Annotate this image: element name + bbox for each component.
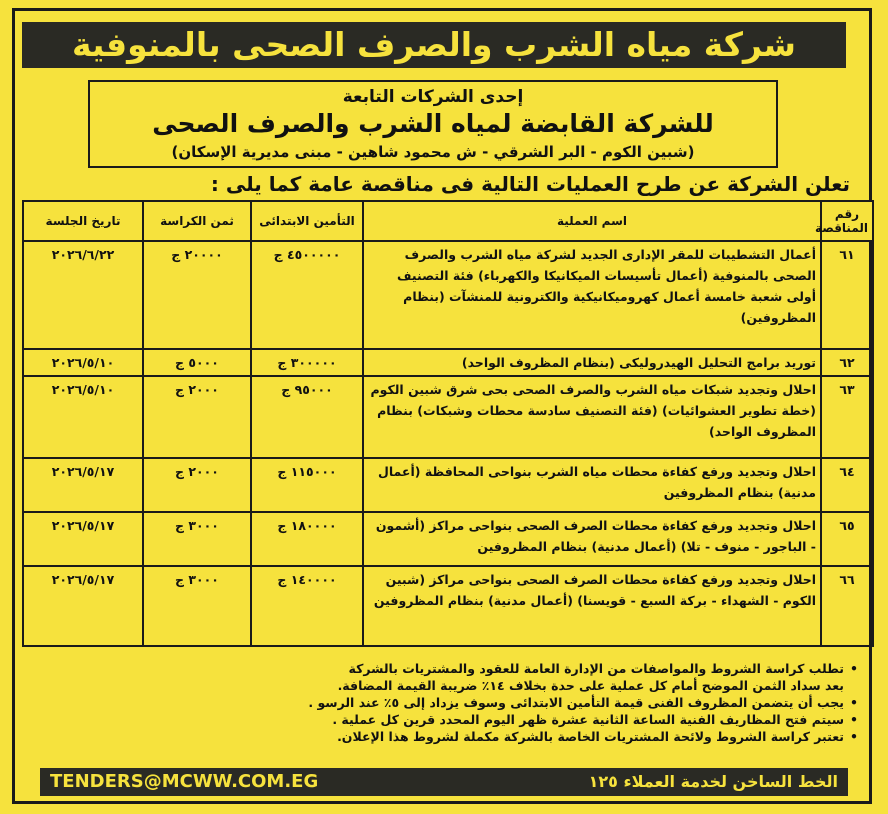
tender-date: ٢٠٢٦/٦/٢٢	[23, 241, 143, 349]
header-date: تاريخ الجلسة	[23, 201, 143, 241]
tender-name: احلال وتجديد ورفع كفاءة محطات الصرف الصحى بنواحى مراكز (شبين الكوم - الشهداء - بركة السبع - قويسنا) (أعمال مدنية) بنظام المظروفين	[363, 566, 821, 646]
hotline-text: الخط الساخن لخدمة العملاء ١٢٥	[588, 772, 838, 791]
bullet-icon: •	[850, 729, 858, 744]
tenders-email-link[interactable]: TENDERS@MCWW.COM.EG	[50, 771, 319, 792]
tender-insurance: ١٤٠٠٠٠ ج	[251, 566, 363, 646]
table-row	[23, 512, 873, 566]
address-line: (شبين الكوم - البر الشرقي - ش محمود شاهين - مبنى مديرية الإسكان)	[171, 143, 695, 161]
tenders-table	[22, 200, 874, 647]
note-text: يجب أن يتضمن المظروف الفنى قيمة التأمين الابتدائى وسوف يزداد إلى ٥٪ عند الرسو .	[308, 695, 844, 710]
list-item	[36, 694, 858, 711]
table-row	[23, 241, 873, 349]
tender-price: ٢٠٠٠ ج	[143, 376, 251, 458]
tender-date: ٢٠٢٦/٥/١٧	[23, 566, 143, 646]
note-text: تطلب كراسة الشروط والمواصفات من الإدارة العامة للعقود والمشتريات بالشركة	[348, 661, 844, 676]
tender-name: احلال وتجديد شبكات مياه الشرب والصرف الصحى بحى شرق شبين الكوم (خطة تطوير العشوائيات) (فئة التصنيف سادسة محطات وشبكات) بنظام المظروف الواحد)	[363, 376, 821, 458]
note-continuation: بعد سداد الثمن الموضح أمام كل عملية على حدة بخلاف ١٤٪ ضريبة القيمة المضافة.	[337, 678, 844, 693]
tender-name: توريد برامج التحليل الهيدروليكى (بنظام المظروف الواحد)	[363, 349, 821, 376]
tender-name: احلال وتجديد ورفع كفاءة محطات الصرف الصحى بنواحى مراكز (أشمون - الباجور - منوف - تلا) (أعمال مدنية) بنظام المظروفين	[363, 512, 821, 566]
tender-number: ٦٣	[821, 376, 873, 458]
tender-price: ٣٠٠٠ ج	[143, 512, 251, 566]
tender-number: ٦٦	[821, 566, 873, 646]
holding-company-line: للشركة القابضة لمياه الشرب والصرف الصحى	[152, 109, 714, 138]
list-item	[36, 728, 858, 745]
bullet-icon: •	[850, 695, 858, 710]
header-name: اسم العملية	[363, 201, 821, 241]
tender-date: ٢٠٢٦/٥/١٧	[23, 512, 143, 566]
tender-insurance: ١٨٠٠٠٠ ج	[251, 512, 363, 566]
tender-insurance: ٤٥٠٠٠٠٠ ج	[251, 241, 363, 349]
table-header-row	[23, 201, 873, 241]
tender-date: ٢٠٢٦/٥/١٧	[23, 458, 143, 512]
table-row	[23, 458, 873, 512]
table-row	[23, 566, 873, 646]
tender-insurance: ٩٥٠٠٠ ج	[251, 376, 363, 458]
tender-name: احلال وتجديد ورفع كفاءة محطات مياه الشرب بنواحى المحافظة (أعمال مدنية) بنظام المظروفين	[363, 458, 821, 512]
tender-price: ٢٠٠٠ ج	[143, 458, 251, 512]
list-item	[36, 711, 858, 728]
bullet-icon: •	[850, 712, 858, 727]
tender-number: ٦٢	[821, 349, 873, 376]
parent-company-box	[88, 80, 778, 168]
header-insurance: التأمين الابتدائى	[251, 201, 363, 241]
tender-number: ٦١	[821, 241, 873, 349]
tender-name: أعمال التشطيبات للمقر الإدارى الجديد لشركة مياه الشرب والصرف الصحى بالمنوفية (أعمال تأسيسات الميكانيكا والكهرباء) فئة التصنيف أولى شعبة خامسة أعمال كهروميكانيكية والكترونية للمنشآت (بنظام المظروفين)	[363, 241, 821, 349]
tender-insurance: ١١٥٠٠٠ ج	[251, 458, 363, 512]
note-text: تعتبر كراسة الشروط ولائحة المشتريات الخاصة بالشركة مكملة لشروط هذا الإعلان.	[337, 729, 844, 744]
note-text: سيتم فتح المظاريف الفنية الساعة الثانية عشرة ظهر اليوم المحدد قرين كل عملية .	[332, 712, 844, 727]
tender-insurance: ٣٠٠٠٠٠ ج	[251, 349, 363, 376]
tender-price: ٥٠٠٠ ج	[143, 349, 251, 376]
company-banner: شركة مياه الشرب والصرف الصحى بالمنوفية	[22, 22, 846, 68]
footer-bar	[40, 768, 848, 796]
notes-list	[36, 660, 858, 745]
tender-number: ٦٥	[821, 512, 873, 566]
tender-date: ٢٠٢٦/٥/١٠	[23, 376, 143, 458]
list-item	[36, 660, 858, 677]
header-price: ثمن الكراسة	[143, 201, 251, 241]
tender-price: ٢٠٠٠٠ ج	[143, 241, 251, 349]
tender-number: ٦٤	[821, 458, 873, 512]
announcement-intro: تعلن الشركة عن طرح العمليات التالية فى مناقصة عامة كما يلى :	[210, 172, 850, 196]
table-row	[23, 376, 873, 458]
header-number: رقم المناقصة	[821, 201, 873, 241]
affiliate-line: إحدى الشركات التابعة	[342, 87, 524, 107]
table-row	[23, 349, 873, 376]
tender-price: ٣٠٠٠ ج	[143, 566, 251, 646]
tender-date: ٢٠٢٦/٥/١٠	[23, 349, 143, 376]
bullet-icon: •	[850, 661, 858, 676]
